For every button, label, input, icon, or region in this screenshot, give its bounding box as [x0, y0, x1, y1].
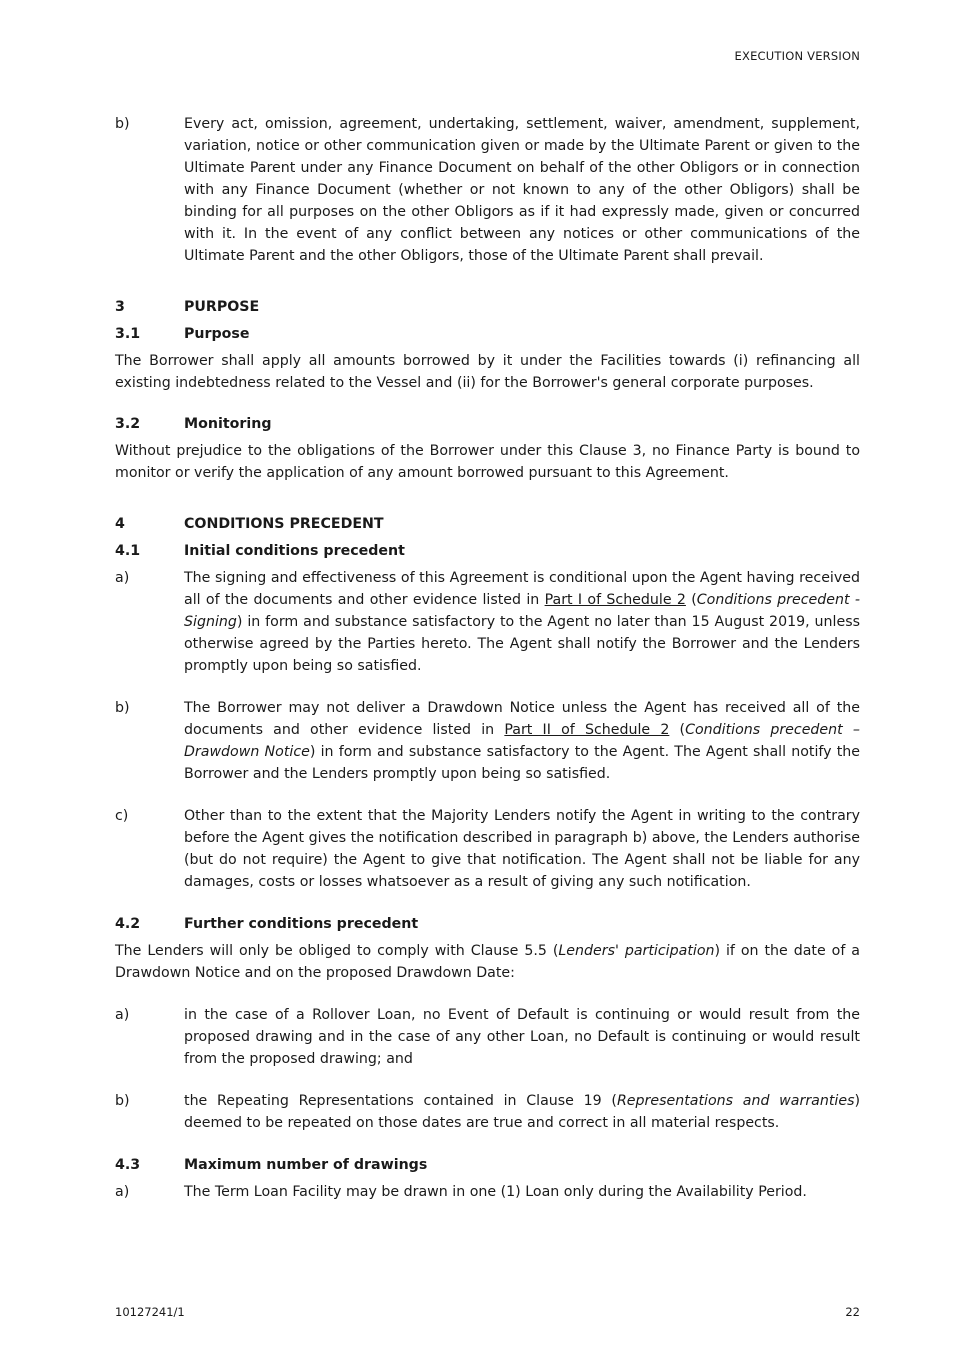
text-run: ) if on the date of a Drawdown Notice and on the proposed Drawdown Date: [115, 943, 860, 981]
clause-title: Purpose [184, 326, 250, 342]
clause-4-1-paragraph-a [115, 567, 860, 677]
clause-4-3-heading [115, 1154, 860, 1176]
paragraph-label: a) [115, 1007, 130, 1023]
clause-3-2-text: Without prejudice to the obligations of the Borrower under this Clause 3, no Finance Party is bound to monitor or verify the application of any amount borrowed pursuant to this Agreement. [115, 443, 860, 481]
clause-4-1-paragraph-b [115, 697, 860, 785]
paragraph-label: b) [115, 116, 130, 132]
clause-3-2-heading [115, 413, 860, 435]
paragraph-text: in the case of a Rollover Loan, no Event of Default is continuing or would result from the proposed drawing and in the case of any other Loan, no Default is continuing or would result from the proposed drawing; and [184, 1007, 860, 1067]
text-run: ) deemed to be repeated on those dates are true and correct in all material respects. [184, 1093, 861, 1131]
clause-title: Initial conditions precedent [184, 543, 405, 559]
paragraph-label: b) [115, 700, 130, 716]
clause-4-2-paragraph-a [115, 1004, 860, 1070]
clause-title: Maximum number of drawings [184, 1157, 428, 1173]
clause-number: 4.3 [115, 1157, 141, 1173]
section-4-heading [115, 513, 860, 535]
clause-number: 3.1 [115, 326, 141, 342]
text-run: ( [669, 722, 686, 738]
clause-title: Further conditions precedent [184, 916, 419, 932]
page-content [115, 113, 860, 1203]
clause-4-1-paragraph-c [115, 805, 860, 893]
execution-version-header: EXECUTION VERSION [734, 49, 860, 63]
italic-title: Conditions precedent – Drawdown Notice [184, 722, 860, 760]
paragraph-text [184, 567, 860, 677]
paragraph-label: b) [115, 1093, 130, 1109]
text-run: the Repeating Representations contained in Clause 19 ( [184, 1093, 617, 1109]
paragraph-text: Other than to the extent that the Majority Lenders notify the Agent in writing to the contrary before the Agent gives the notification described in paragraph b) above, the Lenders authorise (but do not require) the Agent to give that notification. The Agent shall not be liable for any damages, costs or losses whatsoever as a result of giving any such notification. [184, 808, 860, 890]
clause-number: 4.1 [115, 543, 141, 559]
section-number: 3 [115, 299, 125, 315]
section-number: 4 [115, 516, 125, 532]
clause-4-1-heading [115, 540, 860, 562]
text-run: The signing and effectiveness of this Agreement is conditional upon the Agent having received all of the documents and other evidence listed in [184, 570, 860, 608]
paragraph-label: a) [115, 1184, 130, 1200]
schedule-2-part-2-reference: Part II of Schedule 2 [504, 722, 670, 738]
italic-title: Conditions precedent - Signing [184, 592, 860, 630]
clause-4-2-heading [115, 913, 860, 935]
clause-title: Monitoring [184, 416, 272, 432]
section-3-heading [115, 296, 860, 318]
text-run: The Lenders will only be obliged to comply with Clause 5.5 ( [115, 943, 559, 959]
section-title: PURPOSE [184, 299, 260, 315]
document-id-footer: 10127241/1 [115, 1305, 185, 1319]
clause-number: 3.2 [115, 416, 141, 432]
clause-4-3-paragraph-a [115, 1181, 860, 1203]
paragraph-text [184, 697, 860, 785]
paragraph-text [184, 1090, 860, 1134]
schedule-2-part-1-reference: Part I of Schedule 2 [544, 592, 686, 608]
text-run: ) in form and substance satisfactory to the Agent no later than 15 August 2019, unless otherwise agreed by the Parties hereto. The Agent shall notify the Borrower and the Lenders promptly upon being so satisfied. [184, 614, 860, 674]
italic-title: Representations and warranties [616, 1093, 855, 1109]
clause-2-paragraph-b [115, 113, 860, 267]
clause-4-2-intro [115, 940, 860, 984]
page-number: 22 [845, 1305, 860, 1319]
clause-number: 4.2 [115, 916, 141, 932]
clause-3-1-heading [115, 323, 860, 345]
paragraph-label: c) [115, 808, 129, 824]
paragraph-text: Every act, omission, agreement, undertaking, settlement, waiver, amendment, supplement, variation, notice or other communication given or made by the Ultimate Parent or given to the Ultimate Parent under any Finance Document on behalf of the other Obligors or in connection with any Finance Document (whether or not known to any of the other Obligors) shall be binding for all purposes on the other Obligors as if it had expressly made, given or concurred with it. In the event of any conflict between any notices or other communications of the Ultimate Parent and the other Obligors, those of the Ultimate Parent shall prevail. [184, 116, 860, 264]
paragraph-text: The Term Loan Facility may be drawn in one (1) Loan only during the Availability Period. [184, 1184, 807, 1200]
paragraph-label: a) [115, 570, 130, 586]
text-run: ( [685, 592, 697, 608]
clause-3-1-text: The Borrower shall apply all amounts borrowed by it under the Facilities towards (i) refinancing all existing indebtedness related to the Vessel and (ii) for the Borrower's general corporate purposes. [115, 353, 860, 391]
section-title: CONDITIONS PRECEDENT [184, 516, 384, 532]
text-run: ) in form and substance satisfactory to the Agent. The Agent shall notify the Borrower and the Lenders promptly upon being so satisfied. [184, 744, 860, 782]
italic-title: Lenders' participation [558, 943, 715, 959]
text-run: The Borrower may not deliver a Drawdown Notice unless the Agent has received all of the documents and other evidence listed in [184, 700, 860, 738]
clause-4-2-paragraph-b [115, 1090, 860, 1134]
